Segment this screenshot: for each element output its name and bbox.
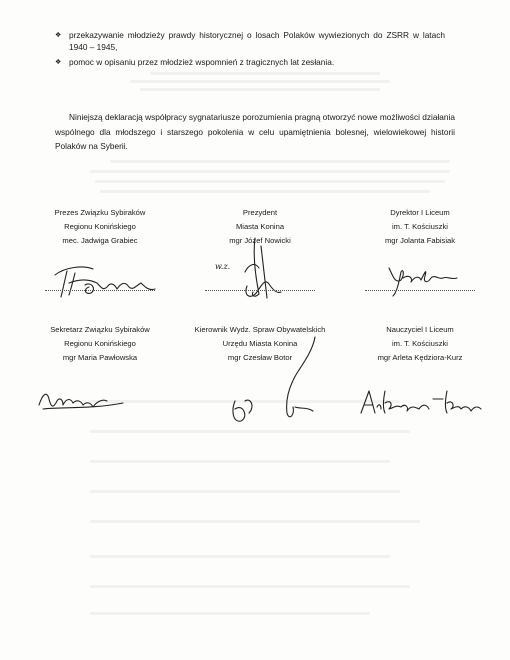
signature-line bbox=[205, 290, 315, 291]
list-item bbox=[55, 57, 445, 69]
signature-jozef-nowicki bbox=[225, 234, 305, 304]
signatory-organization: im. T. Kościuszki bbox=[392, 339, 448, 348]
signatory-name: mgr Józef Nowicki bbox=[229, 236, 291, 245]
signatory-name: mgr Jolanta Fabisiak bbox=[384, 236, 456, 245]
signature-line bbox=[365, 290, 475, 291]
signatory-name: mgr Maria Pawłowska bbox=[62, 353, 138, 362]
signatory-name: mec. Jadwiga Grabiec bbox=[62, 236, 138, 245]
four-diamond-bullet-icon: ❖ bbox=[55, 32, 62, 39]
signature-jadwiga-grabiec bbox=[45, 261, 165, 301]
signatory-organization: Miasta Konina bbox=[235, 222, 285, 231]
signatory-organization: im. T. Kościuszki bbox=[392, 222, 448, 231]
signatory-maria-pawlowska bbox=[25, 323, 175, 365]
list-item-text: przekazywanie młodzieży prawdy historycznej o losach Polaków wywiezionych do ZSRR w latach 1940 – 1945, bbox=[69, 30, 445, 52]
signatory-title: Prezydent bbox=[242, 208, 278, 217]
goals-bullet-list bbox=[55, 30, 445, 73]
signatory-name: mgr Arleta Kędziora-Kurz bbox=[377, 353, 463, 362]
signatory-organization: Regionu Konińskiego bbox=[64, 339, 136, 348]
signatory-czeslaw-botor bbox=[185, 323, 335, 365]
signatory-name: mgr Czesław Botor bbox=[227, 353, 293, 362]
list-item bbox=[55, 30, 445, 53]
signatory-jolanta-fabisiak bbox=[345, 206, 495, 248]
list-item-text: pomoc w opisaniu przez młodzież wspomnień z tragicznych lat zesłania. bbox=[69, 57, 335, 67]
signatory-title: Dyrektor I Liceum bbox=[390, 208, 450, 217]
four-diamond-bullet-icon: ❖ bbox=[55, 59, 62, 66]
signature-line bbox=[45, 290, 155, 291]
wz-annotation: w.z. bbox=[215, 262, 231, 271]
signatory-title: Sekretarz Związku Sybiraków bbox=[50, 325, 150, 334]
signature-maria-pawlowska bbox=[33, 387, 143, 417]
signatory-title: Kierownik Wydz. Spraw Obywatelskich bbox=[194, 325, 326, 334]
signature-jolanta-fabisiak bbox=[381, 258, 491, 298]
signatory-organization: Regionu Konińskiego bbox=[64, 222, 136, 231]
signature-czeslaw-botor bbox=[195, 337, 325, 427]
signatory-jozef-nowicki bbox=[185, 206, 335, 271]
declaration-paragraph: Niniejszą deklaracją współpracy sygnatariusze porozumienia pragną otworzyć nowe możliwości działania wspólnego dla młodszego i starszego pokolenia w celu upamiętnienia bolesnej, wielowiekowej historii Polaków na Syberii. bbox=[55, 112, 455, 152]
signatory-title: Prezes Związku Sybiraków bbox=[54, 208, 146, 217]
signatories-top-row bbox=[25, 206, 495, 271]
signatory-arleta-kedziora-kurz bbox=[345, 323, 495, 365]
signatory-jadwiga-grabiec bbox=[25, 206, 175, 248]
signatories-bottom-row bbox=[25, 323, 495, 365]
signatory-title: Nauczyciel I Liceum bbox=[386, 325, 454, 334]
signature-arleta-kedziora-kurz bbox=[357, 385, 487, 419]
signatory-organization: Urzędu Miasta Konina bbox=[222, 339, 298, 348]
